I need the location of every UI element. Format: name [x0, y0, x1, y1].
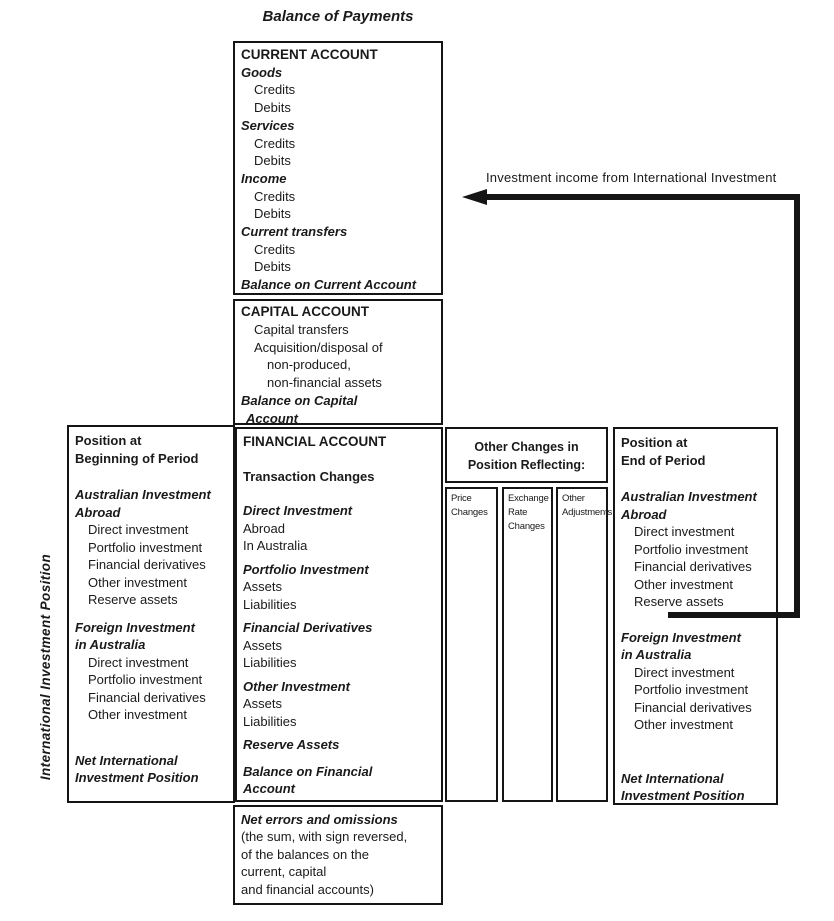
row: In Australia — [243, 538, 308, 553]
row: Other investment — [634, 717, 733, 732]
capital-account-box — [233, 299, 443, 425]
row: Other investment — [634, 576, 733, 592]
row: non-financial assets — [267, 375, 382, 391]
current-account-box — [233, 41, 443, 295]
row: Credits — [254, 135, 296, 151]
box-header: Position at — [621, 435, 688, 450]
column-label: Price Changes — [451, 493, 488, 518]
box-header: FINANCIAL ACCOUNT — [243, 434, 387, 449]
row: Reserve assets — [634, 594, 724, 609]
row: Direct investment — [88, 654, 189, 670]
row: Direct investment — [634, 524, 735, 539]
column-label: Exchange Rate Changes — [508, 493, 549, 532]
row: Portfolio investment — [88, 672, 203, 687]
row: Credits — [254, 241, 296, 257]
row: Financial derivatives — [634, 699, 752, 715]
box-header: Net errors and omissions — [241, 812, 398, 827]
other-changes-header-line2: Position Reflecting: — [467, 458, 586, 472]
other-changes-header — [445, 427, 608, 483]
row: Portfolio Investment — [243, 561, 369, 577]
row: Abroad — [621, 506, 667, 522]
row: Other Investment — [243, 678, 350, 694]
row: Account — [246, 410, 298, 426]
row: Debits — [254, 206, 291, 222]
row: Financial Derivatives — [243, 620, 373, 635]
row: Assets — [243, 637, 283, 653]
row: Reserve Assets — [243, 737, 340, 752]
row: of the balances on the — [241, 846, 369, 862]
row: Capital transfers — [254, 321, 349, 337]
row: Liabilities — [243, 655, 297, 670]
row: and financial accounts) — [241, 881, 374, 897]
row: Transaction Changes — [243, 468, 375, 484]
row: Portfolio investment — [634, 541, 749, 557]
row: Financial derivatives — [634, 559, 752, 574]
arrow-label: Investment income from International Investment — [486, 170, 777, 185]
row: Investment Position — [621, 788, 745, 803]
row: current, capital — [241, 864, 327, 880]
row: Debits — [254, 153, 291, 169]
arrow-line-top — [484, 194, 800, 200]
row: Balance on Financial — [243, 763, 373, 779]
row: Direct investment — [634, 664, 735, 680]
col-other-adjustments — [556, 487, 613, 802]
row: Portfolio investment — [88, 539, 203, 555]
row: Abroad — [75, 504, 121, 520]
row: Goods — [241, 64, 283, 80]
row: Net International — [75, 752, 178, 768]
financial-account-box — [235, 427, 443, 802]
page-title: Balance of Payments — [262, 8, 414, 25]
position-beginning-box — [67, 425, 235, 803]
row: Reserve assets — [88, 592, 178, 607]
row: in Australia — [75, 637, 146, 652]
row: Assets — [243, 579, 283, 594]
row: in Australia — [621, 647, 692, 662]
col-exchange-rate-changes — [502, 487, 553, 802]
row: Financial derivatives — [88, 557, 206, 572]
row: Balance on Current Account — [241, 277, 417, 293]
row: Debits — [254, 100, 291, 116]
row: Foreign Investment — [621, 629, 741, 645]
box-header: Beginning of Period — [75, 450, 199, 466]
row: Investment Position — [75, 770, 199, 785]
other-changes-header-line1: Other Changes in — [474, 440, 579, 454]
box-header: CAPITAL ACCOUNT — [241, 304, 369, 319]
row: Account — [243, 781, 295, 796]
international-investment-position-label: International Investment Position — [38, 553, 53, 781]
row: Abroad — [243, 520, 285, 536]
net-errors-box — [233, 805, 443, 905]
arrow-line-bottom — [668, 612, 800, 618]
row: Acquisition/disposal of — [254, 339, 383, 355]
row: non-produced, — [267, 357, 351, 373]
arrow-line-vertical — [794, 194, 800, 618]
row: (the sum, with sign reversed, — [241, 829, 408, 845]
box-header: End of Period — [621, 452, 706, 468]
row: Australian Investment — [621, 489, 757, 504]
row: Other investment — [88, 707, 187, 722]
row: Direct investment — [88, 522, 189, 537]
row: Current transfers — [241, 224, 348, 240]
row: Assets — [243, 696, 283, 711]
row: Liabilities — [243, 596, 297, 612]
row: Balance on Capital — [241, 392, 358, 408]
row: Services — [241, 117, 295, 133]
row: Portfolio investment — [634, 682, 749, 697]
row: Debits — [254, 259, 291, 275]
row: Liabilities — [243, 713, 297, 729]
row: Financial derivatives — [88, 689, 206, 705]
row: Foreign Investment — [75, 619, 195, 635]
box-header: CURRENT ACCOUNT — [241, 47, 378, 62]
row: Credits — [254, 82, 296, 98]
row: Net International — [621, 770, 724, 786]
column-label: Other Adjustments — [562, 493, 613, 518]
row: Income — [241, 170, 287, 186]
row: Direct Investment — [243, 503, 353, 518]
box-header: Position at — [75, 433, 142, 448]
row: Australian Investment — [75, 487, 211, 502]
col-price-changes — [445, 487, 498, 802]
row: Other investment — [88, 574, 187, 590]
row: Credits — [254, 188, 296, 204]
